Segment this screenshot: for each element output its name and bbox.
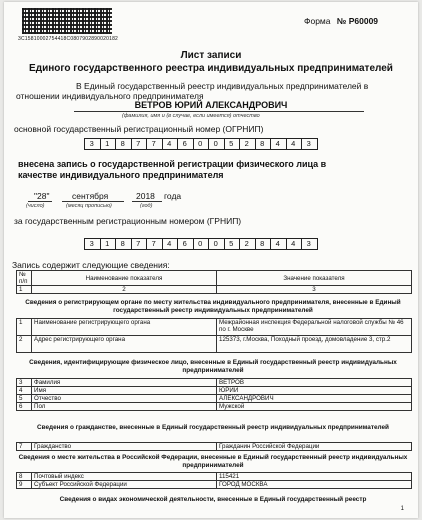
ogrnip-digit: 8 bbox=[116, 138, 132, 150]
table-row bbox=[17, 387, 412, 395]
row-name: Имя bbox=[32, 387, 217, 395]
table-authority bbox=[16, 318, 412, 353]
row-value: 115421 bbox=[217, 473, 412, 481]
table-row bbox=[17, 473, 412, 481]
table-row bbox=[17, 379, 412, 387]
ogrnip-digit: 8 bbox=[256, 138, 272, 150]
grnip-digit: 4 bbox=[287, 238, 303, 250]
grnip-digit: 2 bbox=[240, 238, 256, 250]
grnip-digit: 7 bbox=[132, 238, 148, 250]
month-underline bbox=[62, 201, 124, 202]
entry-year: 2018 bbox=[136, 191, 155, 201]
entry-line-2: качестве индивидуального предпринимателя bbox=[18, 170, 224, 180]
grnip-digit: 4 bbox=[271, 238, 287, 250]
document-page bbox=[4, 2, 418, 518]
grnip-digit: 5 bbox=[225, 238, 241, 250]
year-underline bbox=[132, 201, 162, 202]
barcode-text: 3С15810002754418C0807902890020182 bbox=[18, 36, 119, 42]
grnip-digit: 4 bbox=[163, 238, 179, 250]
table-identification bbox=[16, 378, 412, 411]
table-row bbox=[17, 336, 412, 353]
month-caption: (месяц прописью) bbox=[66, 203, 112, 209]
ogrnip-digit: 5 bbox=[225, 138, 241, 150]
row-value: 125373, г.Москва, Походный проезд, домовладение 3, стр.2 bbox=[217, 336, 412, 353]
contains-label: Запись содержит следующие сведения: bbox=[12, 260, 170, 270]
grnip-digit: 3 bbox=[85, 238, 101, 250]
row-value: ВЕТРОВ bbox=[217, 379, 412, 387]
row-num: 5 bbox=[17, 395, 32, 403]
row-name: Отчество bbox=[32, 395, 217, 403]
col-name-index: 2 bbox=[32, 286, 217, 294]
row-num: 1 bbox=[17, 319, 32, 336]
ogrnip-digit: 3 bbox=[302, 138, 318, 150]
row-value: АЛЕКСАНДРОВИЧ bbox=[217, 395, 412, 403]
ogrnip-digit: 7 bbox=[147, 138, 163, 150]
row-num: 2 bbox=[17, 336, 32, 353]
name-underline bbox=[74, 111, 364, 112]
row-name: Субъект Российской Федерации bbox=[32, 481, 217, 489]
row-value: ЮРИЙ bbox=[217, 387, 412, 395]
table-citizenship bbox=[16, 442, 412, 451]
form-label-text: Форма bbox=[304, 16, 331, 26]
col-name-header: Наименование показателя bbox=[32, 271, 217, 286]
row-num: 8 bbox=[17, 473, 32, 481]
row-num: 7 bbox=[17, 443, 32, 451]
row-name: Почтовый индекс bbox=[32, 473, 217, 481]
section-citizenship: Сведения о гражданстве, внесенные в Единый государственный реестр индивидуальных предпринимателей bbox=[37, 424, 389, 431]
grnip-digit: 1 bbox=[101, 238, 117, 250]
row-name: Фамилия bbox=[32, 379, 217, 387]
ogrnip-digit: 6 bbox=[178, 138, 194, 150]
entry-line-1: внесена запись о государственной регистрации физического лица в bbox=[18, 159, 327, 169]
ogrnip-digit: 2 bbox=[240, 138, 256, 150]
barcode-image bbox=[22, 8, 112, 34]
section-residence: Сведения о месте жительства в Российской Федерации, внесенные в Единый государственный реестр индивидуальных предпринимателей bbox=[18, 454, 408, 469]
row-value: ГОРОД МОСКВА bbox=[217, 481, 412, 489]
grnip-label: за государственным регистрационным номером (ГРНИП) bbox=[14, 216, 242, 226]
grnip-digits bbox=[84, 238, 318, 250]
section-identification: Сведения, идентифицирующие физическое лицо, внесенные в Единый государственный реестр индивидуальных предпринимателей bbox=[29, 359, 397, 374]
document-subtitle: Единого государственного реестра индивидуальных предпринимателей bbox=[29, 63, 393, 74]
grnip-digit: 0 bbox=[209, 238, 225, 250]
row-num: 6 bbox=[17, 403, 32, 411]
ogrnip-digit: 4 bbox=[271, 138, 287, 150]
ogrnip-digit: 4 bbox=[163, 138, 179, 150]
ogrnip-digit: 4 bbox=[287, 138, 303, 150]
col-num-header: № п/п bbox=[17, 271, 32, 286]
table-row bbox=[17, 481, 412, 489]
form-label bbox=[304, 16, 378, 26]
table-residence bbox=[16, 472, 412, 489]
table-row bbox=[17, 443, 412, 451]
intro-line-2: отношении индивидуального предпринимателя bbox=[16, 91, 204, 101]
row-name: Пол bbox=[32, 403, 217, 411]
entry-month: сентября bbox=[72, 191, 109, 201]
section-economic-activity: Сведения о видах экономической деятельности, внесенные в Единый государственный реестр bbox=[59, 496, 367, 503]
grnip-digit: 0 bbox=[194, 238, 210, 250]
year-caption: (год) bbox=[140, 203, 153, 209]
col-value-header: Значение показателя bbox=[217, 271, 412, 286]
table-row bbox=[17, 403, 412, 411]
row-name: Адрес регистрирующего органа bbox=[32, 336, 217, 353]
row-num: 3 bbox=[17, 379, 32, 387]
intro-line-1: В Единый государственный реестр индивидуальных предпринимателей в bbox=[76, 81, 369, 91]
row-name: Гражданство bbox=[32, 443, 217, 451]
grnip-digit: 8 bbox=[256, 238, 272, 250]
person-name: ВЕТРОВ ЮРИЙ АЛЕКСАНДРОВИЧ bbox=[134, 100, 288, 110]
row-num: 9 bbox=[17, 481, 32, 489]
form-number: № Р60009 bbox=[336, 16, 379, 26]
ogrnip-digit: 7 bbox=[132, 138, 148, 150]
grnip-digit: 8 bbox=[116, 238, 132, 250]
table-row bbox=[17, 319, 412, 336]
table-row bbox=[17, 395, 412, 403]
col-num-index: 1 bbox=[17, 286, 32, 294]
ogrnip-digits bbox=[84, 138, 318, 150]
grnip-digit: 7 bbox=[147, 238, 163, 250]
name-caption: (фамилия, имя и (в случае, если имеется) отчество bbox=[122, 113, 260, 119]
ogrnip-label: основной государственный регистрационный номер (ОГРНИП) bbox=[14, 124, 264, 134]
grnip-digit: 3 bbox=[302, 238, 318, 250]
row-value: Мужской bbox=[217, 403, 412, 411]
row-value: Гражданин Российской Федерации bbox=[217, 443, 412, 451]
entry-day: "28" bbox=[34, 191, 50, 201]
ogrnip-digit: 0 bbox=[194, 138, 210, 150]
row-num: 4 bbox=[17, 387, 32, 395]
table-header bbox=[16, 270, 412, 294]
row-value: Межрайонная инспекция Федеральной налоговой службы № 46 по г. Москве bbox=[217, 319, 412, 336]
grnip-digit: 6 bbox=[178, 238, 194, 250]
ogrnip-digit: 3 bbox=[85, 138, 101, 150]
col-value-index: 3 bbox=[217, 286, 412, 294]
row-name: Наименование регистрирующего органа bbox=[32, 319, 217, 336]
section-registering-authority: Сведения о регистрирующем органе по месту жительства индивидуального предпринимателя, внесенные в Единый государственный реестр индивидуальных предпринимателей bbox=[25, 299, 401, 314]
page-number: 1 bbox=[400, 506, 404, 512]
entry-year-suffix: года bbox=[164, 191, 182, 201]
day-caption: (число) bbox=[26, 203, 45, 209]
document-title: Лист записи bbox=[180, 50, 242, 61]
ogrnip-digit: 0 bbox=[209, 138, 225, 150]
day-underline bbox=[28, 201, 52, 202]
ogrnip-digit: 1 bbox=[101, 138, 117, 150]
